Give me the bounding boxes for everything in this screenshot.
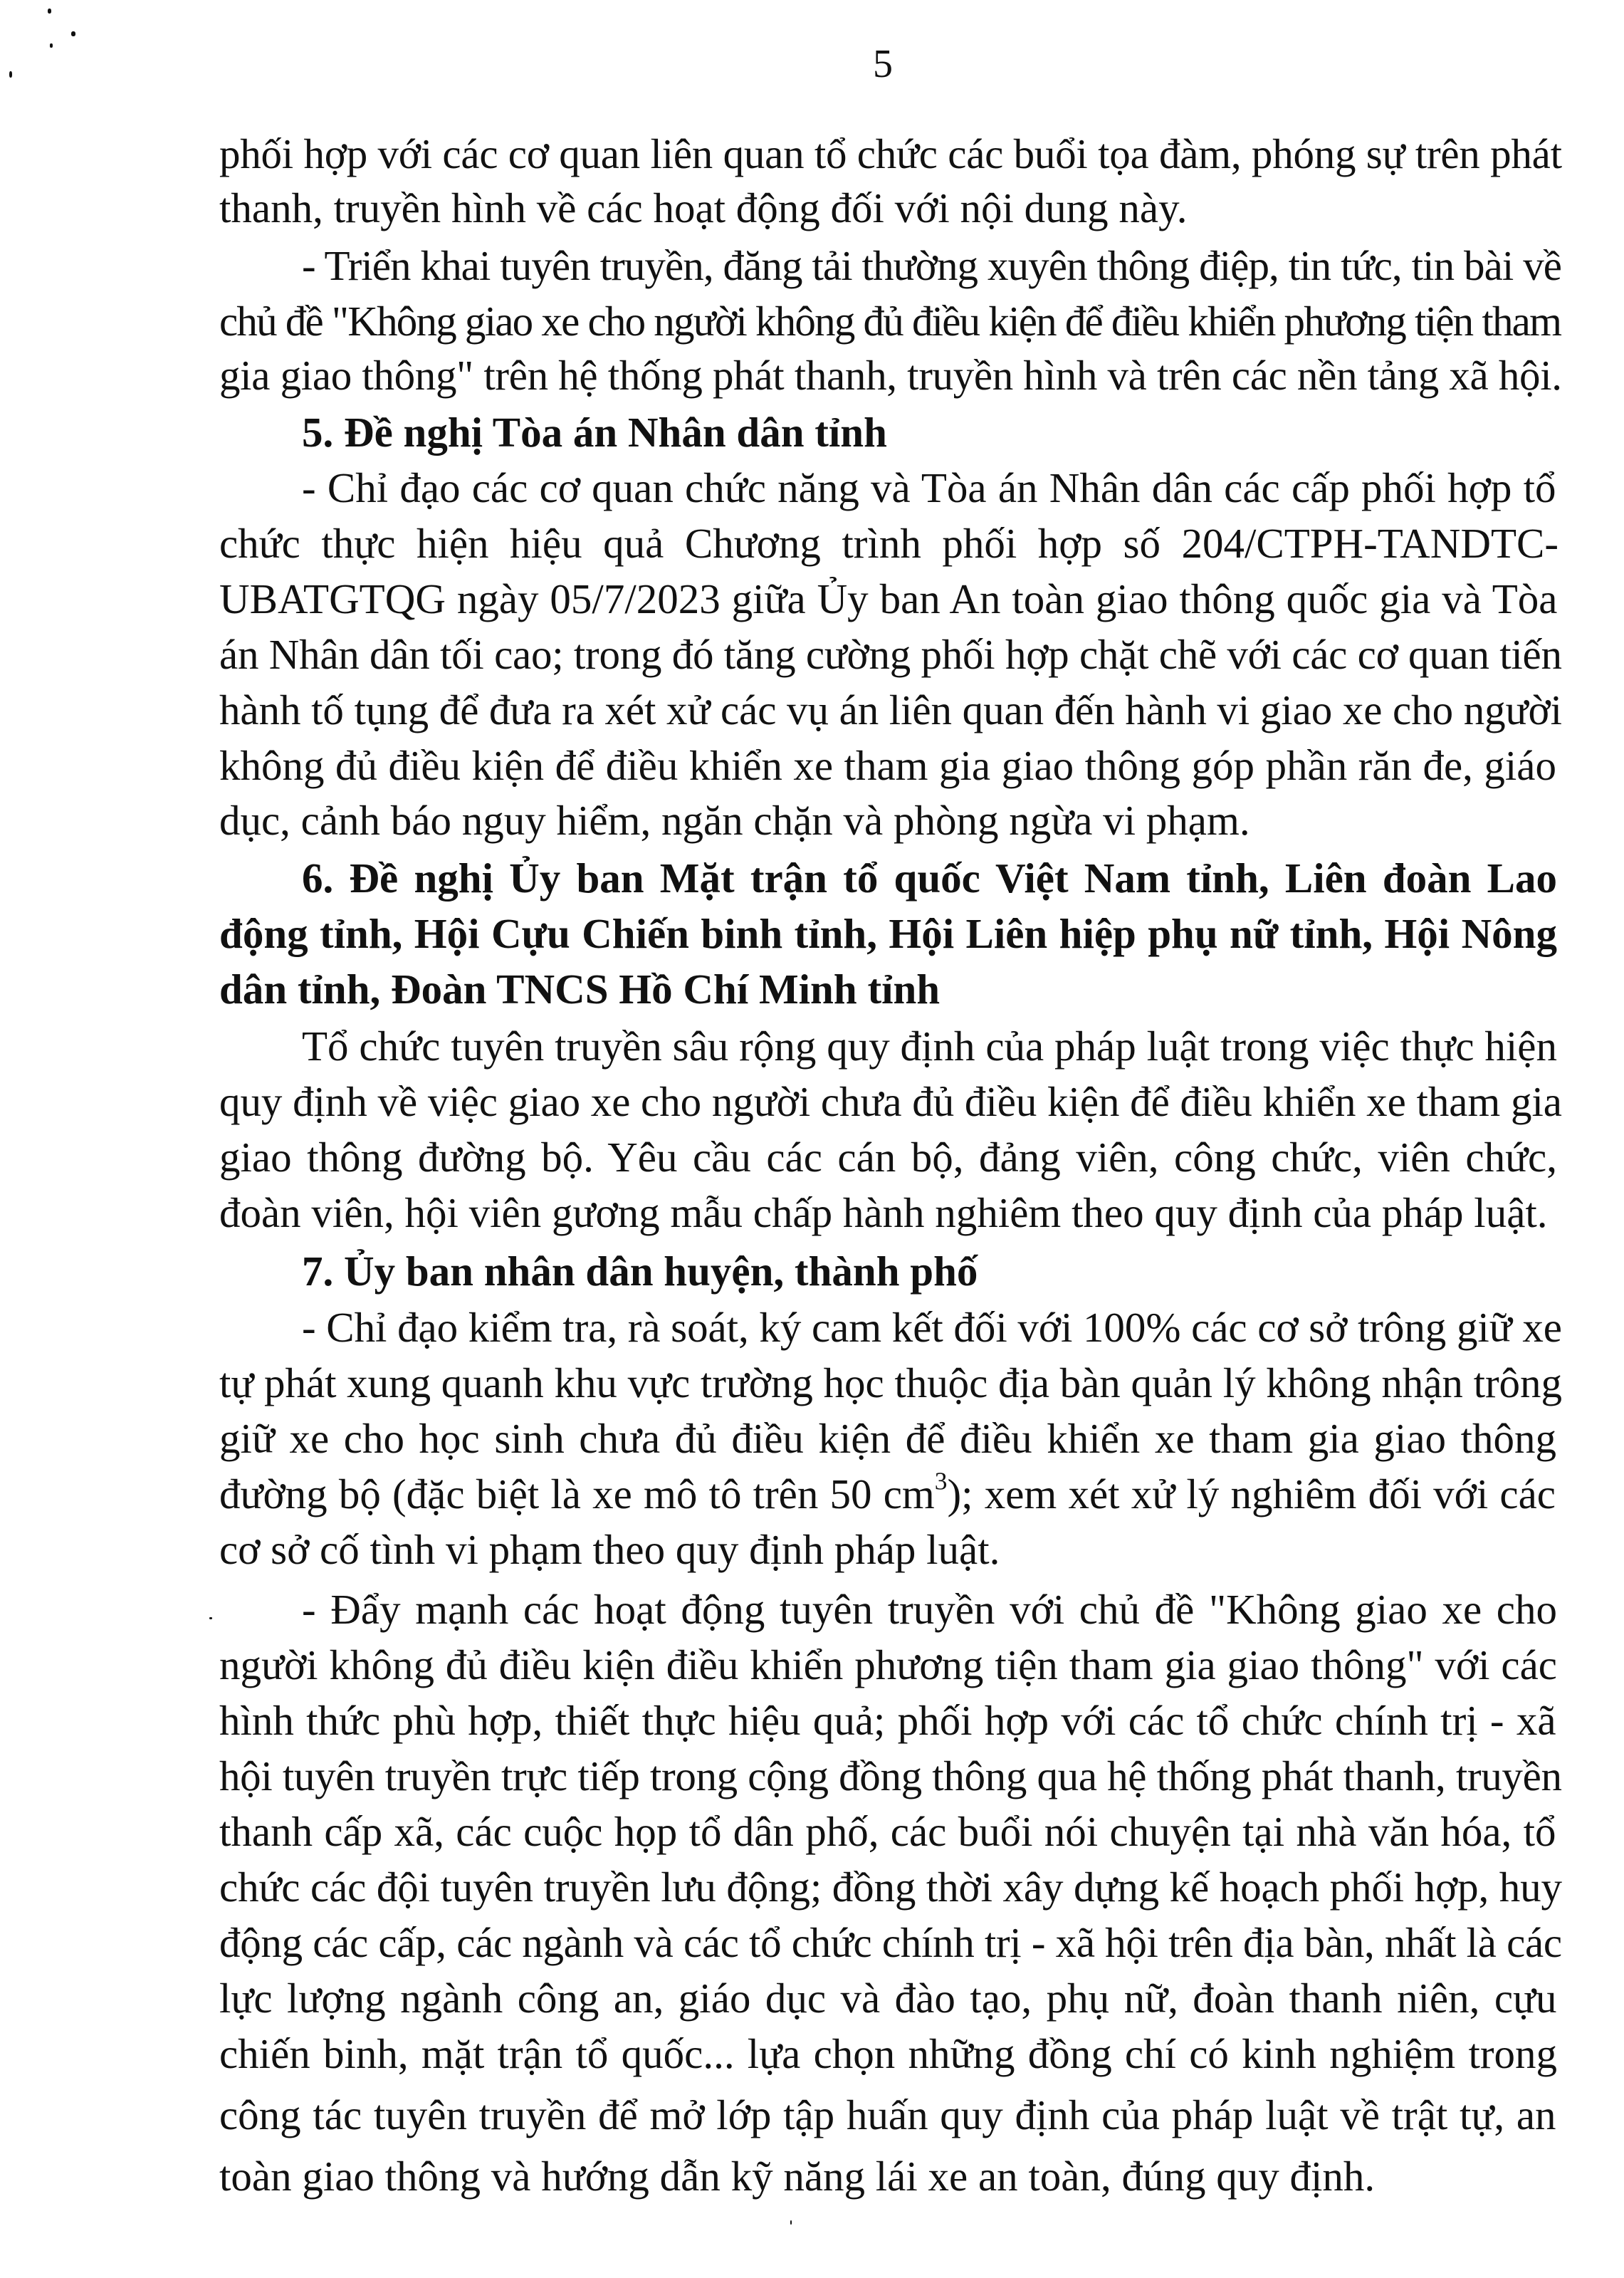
scan-speck — [50, 43, 53, 48]
section-heading-6 — [302, 853, 1562, 903]
paragraph-line — [219, 1751, 1562, 1801]
paragraph-line — [219, 629, 1562, 679]
line-text: không đủ điều kiện để điều khiển xe tham gia giao thông góp phần răn đe, giáo — [219, 742, 1556, 789]
line-text: phối hợp với các cơ quan liên quan tổ chức các buổi tọa đàm, phóng sự trên phát — [219, 130, 1562, 177]
line-text: chiến binh, mặt trận tổ quốc... lựa chọn những đồng chí có kinh nghiệm trong — [219, 2030, 1558, 2077]
paragraph-line — [219, 741, 1562, 790]
paragraph-line — [219, 2029, 1562, 2079]
paragraph-line — [219, 129, 1562, 179]
line-text: giữ xe cho học sinh chưa đủ điều kiện để điều khiển xe tham gia giao thông — [219, 1415, 1556, 1462]
paragraph-line — [219, 1077, 1562, 1127]
paragraph-line — [302, 241, 1562, 291]
line-text: UBATGTQG ngày 05/7/2023 giữa Ủy ban An toàn giao thông quốc gia và Tòa — [219, 575, 1558, 622]
line-text: - Chỉ đạo kiểm tra, rà soát, ký cam kết đối với 100% các cơ sở trông giữ xe — [302, 1304, 1562, 1351]
line-text: gia giao thông" trên hệ thống phát thanh, truyền hình và trên các nền tảng xã hội. — [219, 352, 1562, 399]
line-text: - Triển khai tuyên truyền, đăng tải thường xuyên thông điệp, tin tức, tin bài về — [302, 242, 1562, 289]
line-text: cơ sở cố tình vi phạm theo quy định pháp luật. — [219, 1526, 1000, 1573]
line-text: đường bộ (đặc biệt là xe mô tô trên 50 cm — [219, 1470, 935, 1517]
section-heading-5 — [302, 407, 1562, 457]
section-heading-7 — [302, 1246, 1562, 1296]
paragraph-line — [302, 1584, 1562, 1634]
paragraph-line — [219, 296, 1562, 346]
paragraph-line — [219, 1469, 1562, 1519]
line-text: động các cấp, các ngành và các tổ chức chính trị - xã hội trên địa bàn, nhất là các — [219, 1919, 1562, 1966]
line-text: chủ đề "Không giao xe cho người không đủ điều kiện để điều khiển phương tiện tham — [219, 298, 1561, 345]
line-text: lực lượng ngành công an, giáo dục và đào tạo, phụ nữ, đoàn thanh niên, cựu — [219, 1975, 1557, 2022]
paragraph-line — [219, 350, 1562, 400]
scan-speck — [71, 31, 75, 36]
line-text: thanh, truyền hình về các hoạt động đối với nội dung này. — [219, 184, 1188, 231]
heading-text: 6. Đề nghị Ủy ban Mặt trận tổ quốc Việt Nam tỉnh, Liên đoàn Lao — [302, 855, 1557, 902]
heading-text: 5. Đề nghị Tòa án Nhân dân tỉnh — [302, 409, 887, 456]
paragraph-line — [219, 574, 1562, 624]
heading-text: 7. Ủy ban nhân dân huyện, thành phố — [302, 1248, 978, 1295]
paragraph-line — [219, 1973, 1562, 2023]
heading-text: động tỉnh, Hội Cựu Chiến binh tỉnh, Hội Liên hiệp phụ nữ tỉnh, Hội Nông — [219, 910, 1557, 957]
line-text: ); xem xét xử lý nghiêm đối với các — [947, 1470, 1556, 1517]
paragraph-line — [219, 2151, 1562, 2201]
paragraph-line — [219, 1358, 1562, 1408]
line-text: chức thực hiện hiệu quả Chương trình phối hợp số 204/CTPH-TANDTC- — [219, 520, 1558, 567]
paragraph-line — [219, 1640, 1562, 1690]
superscript: 3 — [934, 1469, 948, 1495]
scan-speck — [790, 2220, 792, 2225]
paragraph-line — [219, 1414, 1562, 1463]
heading-text: dân tỉnh, Đoàn TNCS Hồ Chí Minh tỉnh — [219, 966, 941, 1013]
paragraph-line — [219, 2090, 1562, 2140]
paragraph-line — [219, 1918, 1562, 1968]
paragraph-line — [219, 1696, 1562, 1745]
line-text: hình thức phù hợp, thiết thực hiệu quả; phối hợp với các tổ chức chính trị - xã — [219, 1697, 1556, 1744]
line-text: hành tố tụng để đưa ra xét xử các vụ án liên quan đến hành vi giao xe cho người — [219, 686, 1562, 733]
paragraph-line — [219, 795, 1562, 845]
line-text: giao thông đường bộ. Yêu cầu các cán bộ, đảng viên, công chức, viên chức, — [219, 1134, 1557, 1181]
paragraph-line — [302, 1021, 1562, 1071]
paragraph-line — [219, 1525, 1562, 1574]
line-text: hội tuyên truyền trực tiếp trong cộng đồng thông qua hệ thống phát thanh, truyền — [219, 1752, 1562, 1799]
paragraph-line — [302, 463, 1562, 513]
line-text-group — [219, 1469, 1556, 1519]
line-text: Tổ chức tuyên truyền sâu rộng quy định của pháp luật trong việc thực hiện — [302, 1023, 1557, 1070]
line-text: thanh cấp xã, các cuộc họp tổ dân phố, các buổi nói chuyện tại nhà văn hóa, tổ — [219, 1808, 1556, 1855]
line-text: người không đủ điều kiện điều khiển phương tiện tham gia giao thông" với các — [219, 1641, 1557, 1688]
line-text: công tác tuyên truyền để mở lớp tập huấn quy định của pháp luật về trật tự, an — [219, 2091, 1556, 2138]
page-number: 5 — [873, 42, 893, 86]
line-text: án Nhân dân tối cao; trong đó tăng cường phối hợp chặt chẽ với các cơ quan tiến — [219, 631, 1562, 678]
paragraph-line — [219, 1807, 1562, 1856]
line-text: quy định về việc giao xe cho người chưa đủ điều kiện để điều khiển xe tham gia — [219, 1078, 1562, 1125]
paragraph-line — [219, 1862, 1562, 1912]
scan-speck — [9, 71, 12, 78]
paragraph-line — [302, 1302, 1562, 1352]
section-heading-6 — [219, 964, 1562, 1014]
line-text: dục, cảnh báo nguy hiểm, ngăn chặn và phòng ngừa vi phạm. — [219, 797, 1250, 844]
line-text: chức các đội tuyên truyền lưu động; đồng thời xây dựng kế hoạch phối hợp, huy — [219, 1864, 1562, 1911]
scan-speck — [209, 1617, 212, 1619]
line-text: toàn giao thông và hướng dẫn kỹ năng lái xe an toàn, đúng quy định. — [219, 2153, 1376, 2200]
line-text: - Chỉ đạo các cơ quan chức năng và Tòa án Nhân dân các cấp phối hợp tổ — [302, 464, 1556, 511]
paragraph-line — [219, 183, 1562, 233]
paragraph-line — [219, 518, 1562, 568]
paragraph-line — [219, 685, 1562, 735]
paragraph-line — [219, 1188, 1562, 1238]
paragraph-line — [219, 1132, 1562, 1182]
line-text: đoàn viên, hội viên gương mẫu chấp hành nghiêm theo quy định của pháp luật. — [219, 1189, 1548, 1236]
line-text: - Đẩy mạnh các hoạt động tuyên truyền với chủ đề "Không giao xe cho — [302, 1586, 1557, 1633]
section-heading-6 — [219, 909, 1562, 958]
scan-speck — [48, 9, 51, 14]
line-text: tự phát xung quanh khu vực trường học thuộc địa bàn quản lý không nhận trông — [219, 1359, 1562, 1406]
